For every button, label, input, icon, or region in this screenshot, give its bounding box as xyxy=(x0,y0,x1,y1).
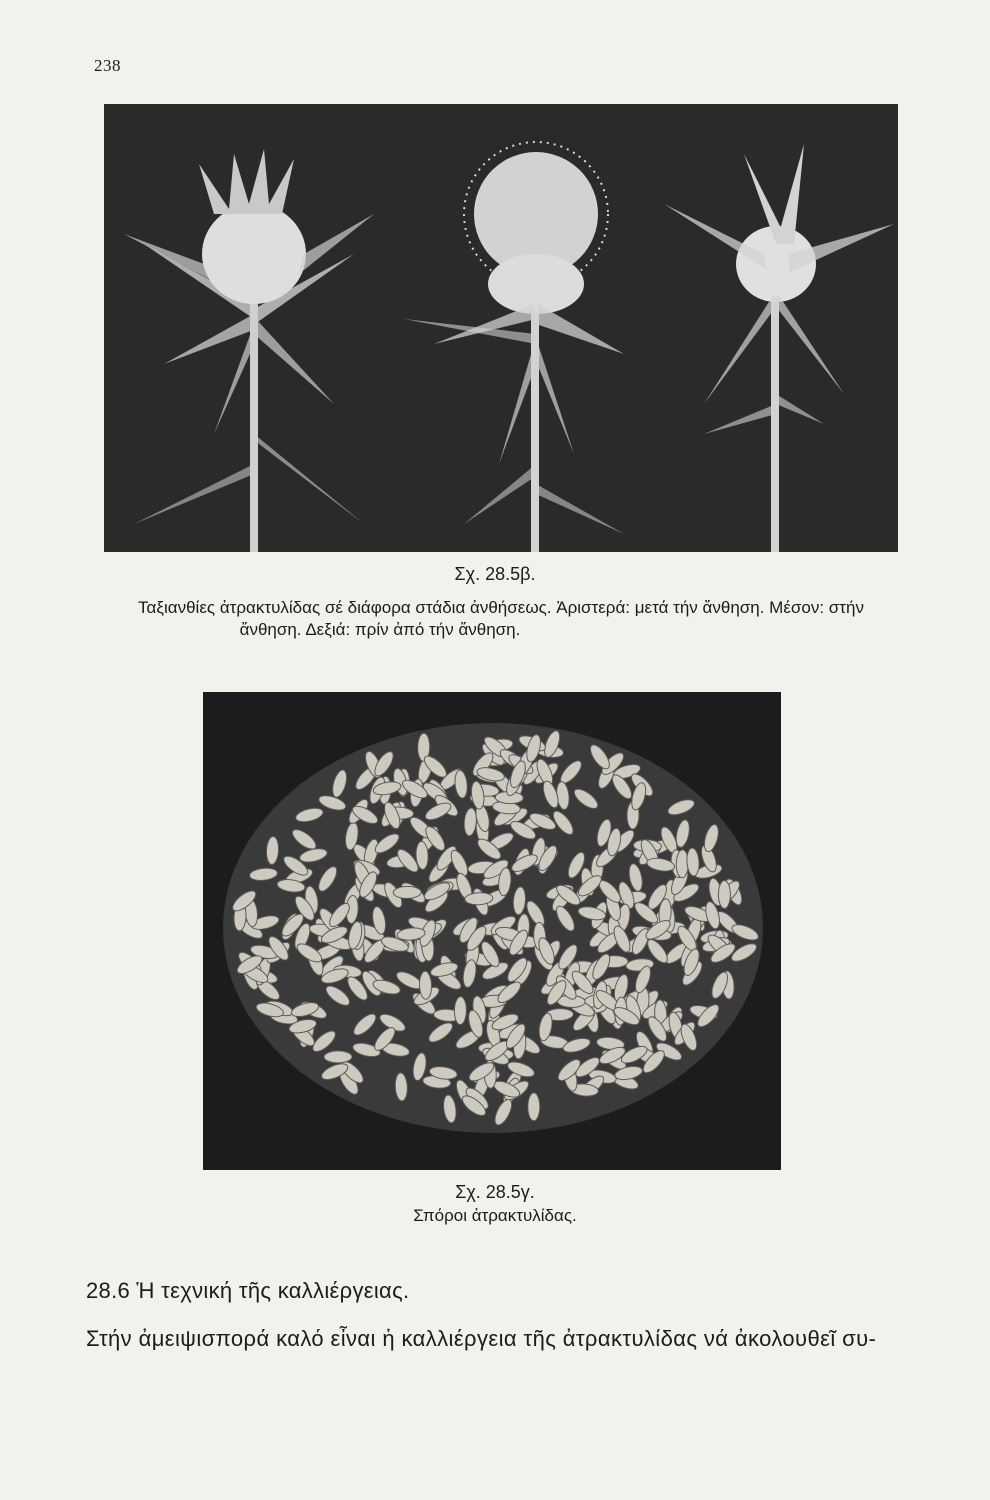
body-paragraph: Στήν ἀμειψισπορά καλό εἶναι ἡ καλλιέργεια τῆς ἀτρακτυλίδας νά ἀκολουθεῖ συ- xyxy=(86,1326,877,1351)
seed xyxy=(393,886,421,898)
seeds-photo xyxy=(203,692,781,1170)
seed xyxy=(718,881,730,909)
seeds-illustration xyxy=(203,692,781,1170)
page-number: 238 xyxy=(94,56,121,75)
thistle-flowers-photo xyxy=(104,104,898,552)
thistle-flowers-illustration xyxy=(104,104,898,552)
section-heading: 28.6 Ἡ τεχνική τῆς καλλιέργειας. xyxy=(86,1278,410,1303)
figure-caption-flowers-line2: ἄνθηση. Δεξιά: πρίν ἀπό τήν ἄνθηση. xyxy=(239,620,521,639)
figure-caption-seeds: Σπόροι ἀτρακτυλίδας. xyxy=(413,1206,577,1225)
seed xyxy=(454,996,466,1024)
seed xyxy=(528,1093,540,1121)
figure-label-seeds: Σχ. 28.5γ. xyxy=(455,1182,535,1202)
figure-label-flowers: Σχ. 28.5β. xyxy=(454,564,536,584)
seed xyxy=(324,1051,352,1063)
figure-caption-flowers-line1: Ταξιανθίες ἀτρακτυλίδας σέ διάφορα στάδια ἀνθήσεως. Ἀριστερά: μετά τήν ἄνθηση. Μέσον: στήν xyxy=(138,598,864,617)
